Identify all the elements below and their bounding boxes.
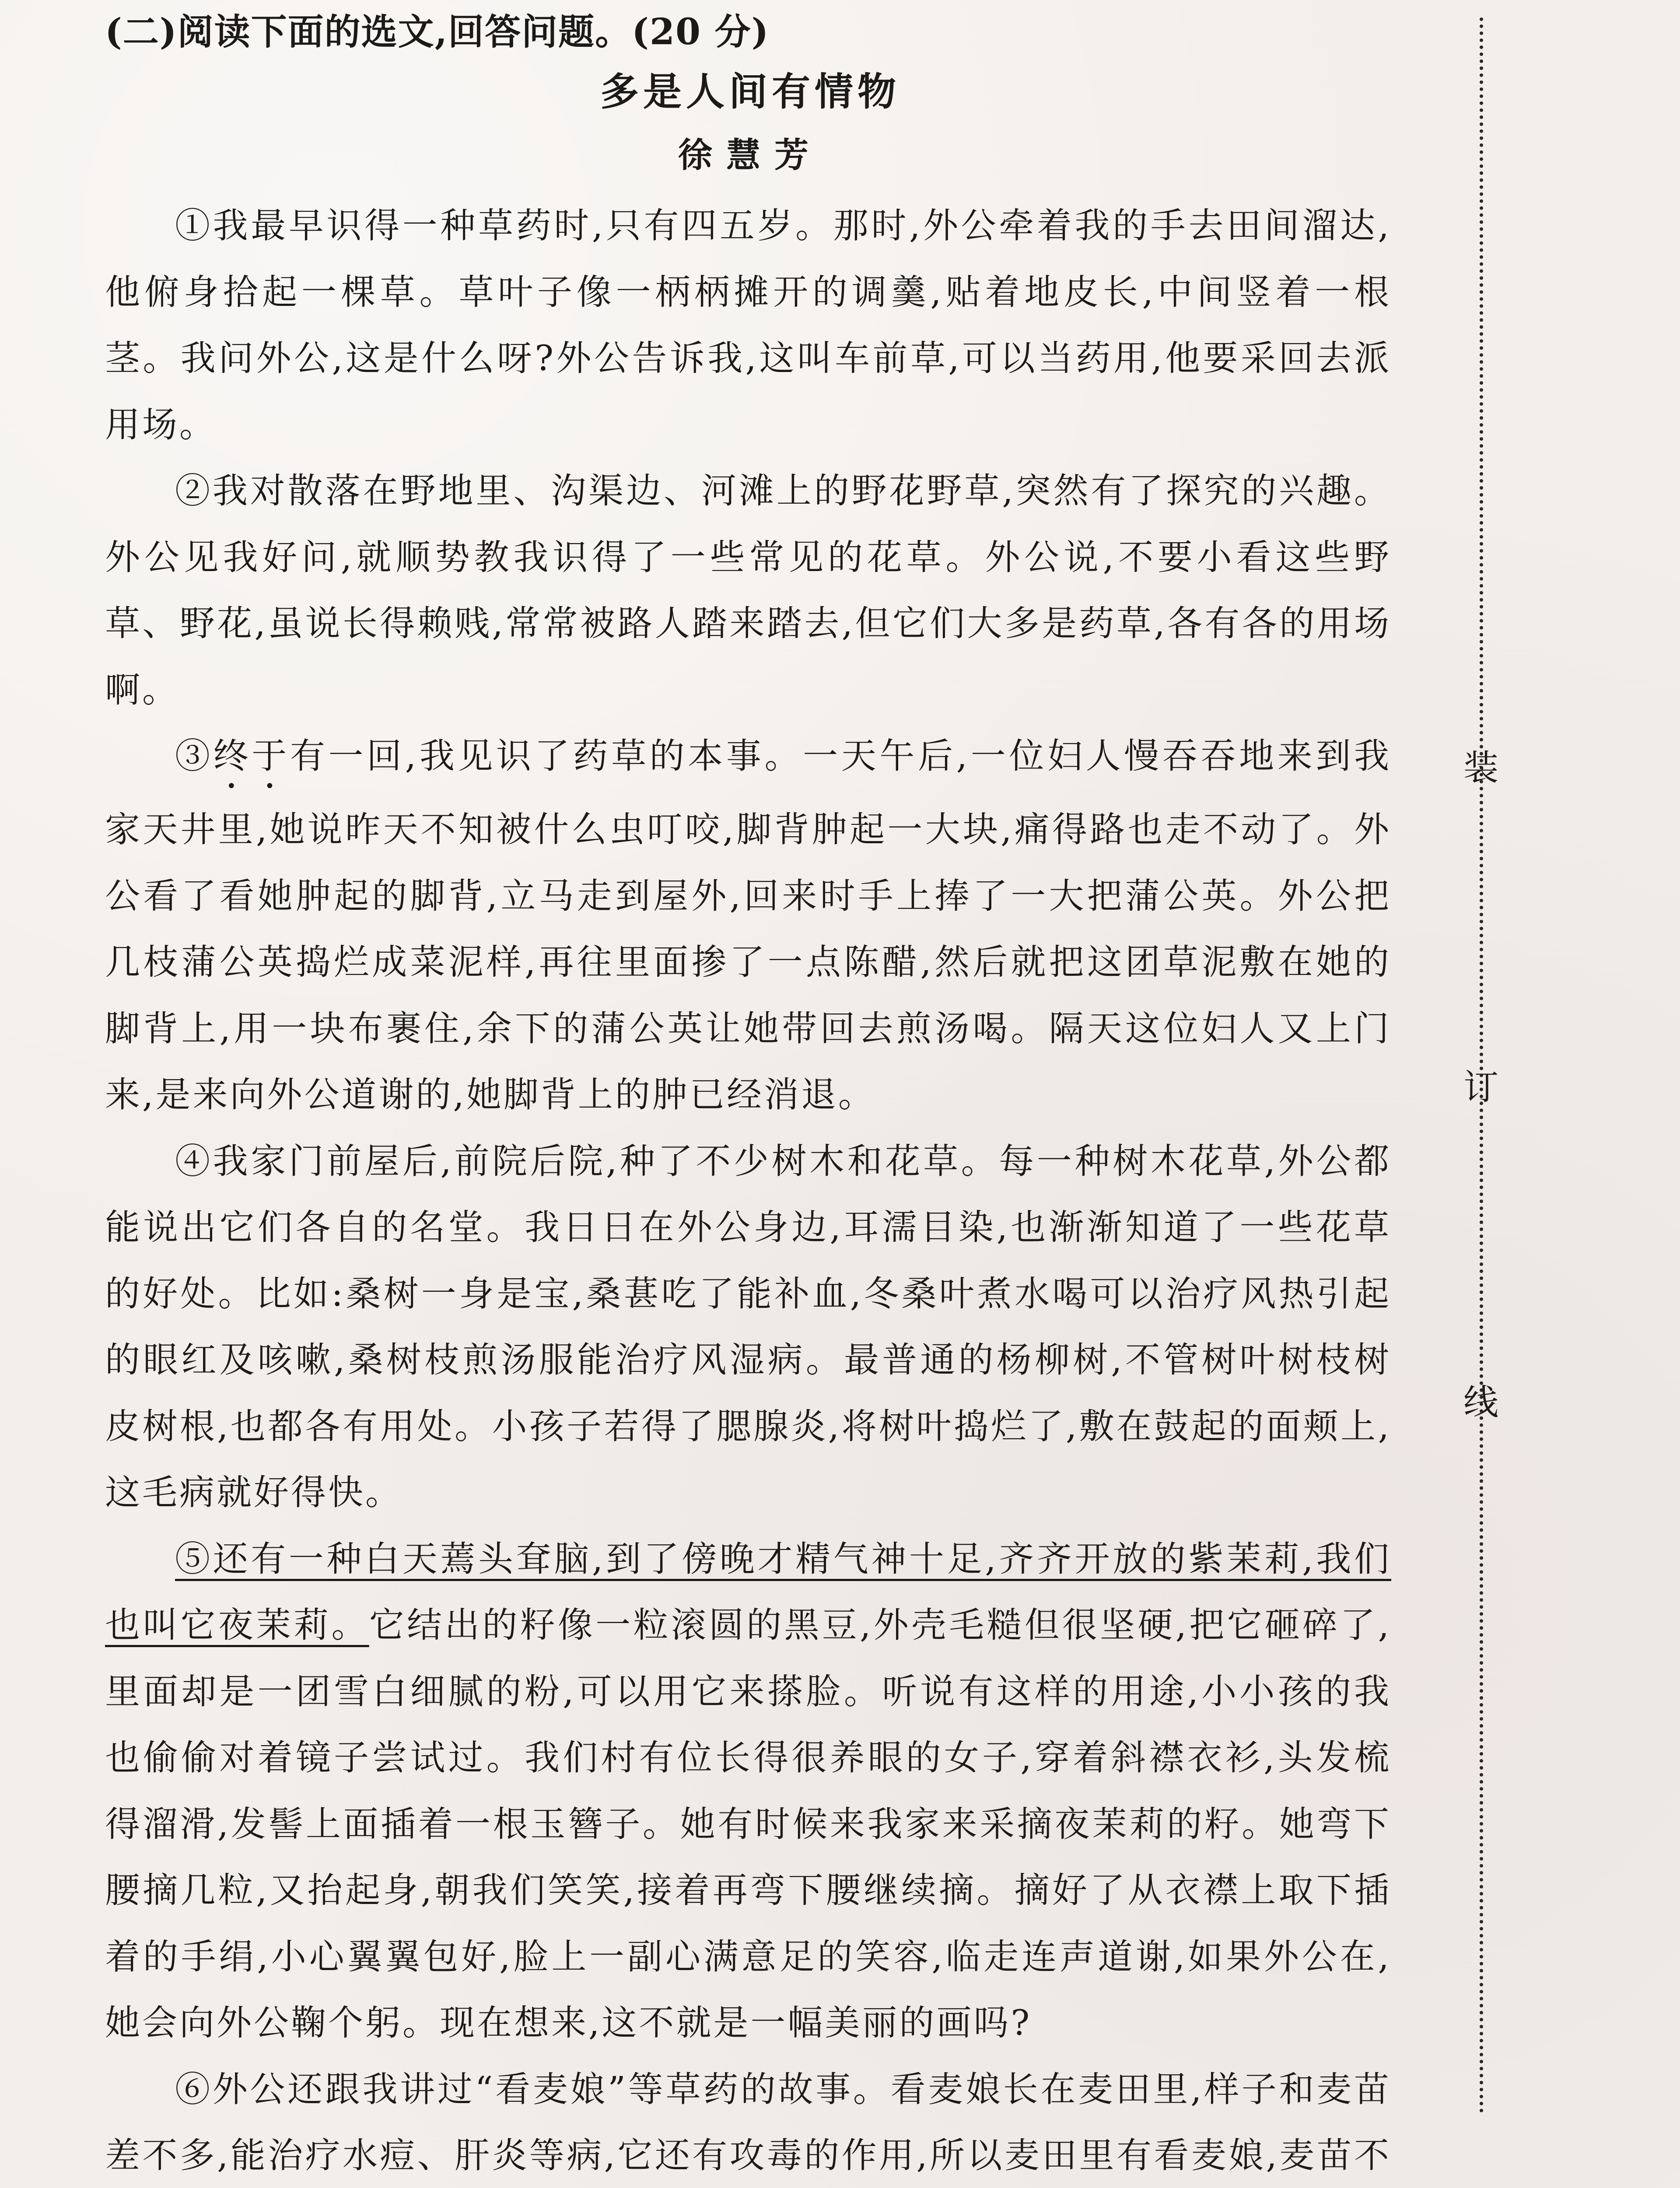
paragraph-4: ④我家门前屋后,前院后院,种了不少树木和花草。每一种树木花草,外公都能说出它们各自的名堂。我日日在外公身边,耳濡目染,也渐渐知道了一些花草的好处。比如:桑树一身是宝,桑葚吃了能补血,冬桑叶煮水喝可以治疗风热引起的眼红及咳嗽,桑树枝煎汤服能治疗风湿病。最普通的杨柳树,不管树叶树枝树皮树根,也都各有用处。小孩子若得了腮腺炎,将树叶捣烂了,敷在鼓起的面颊上,这毛病就好得快。 [105,1140,1391,1513]
paragraph-6: ⑥外公还跟我讲过“看麦娘”等草药的故事。看麦娘长在麦田里,样子和麦苗差不多,能治疗水痘、肝炎等病,它还有攻毒的作用,所以麦田里有看麦娘,麦苗不 [105,2069,1391,2176]
article-body [105,193,1391,2188]
underlined-sentence: ⑤还有一种白天蔫头耷脑,到了傍晚才精气神十足,齐齐开放的紫茉莉,我们也叫它夜茉莉。 [105,1538,1391,1645]
paragraph-1: ①我最早识得一种草药时,只有四五岁。那时,外公牵着我的手去田间溜达,他俯身拾起一棵草。草叶子像一柄柄摊开的调羹,贴着地皮长,中间竖着一根茎。我问外公,这是什么呀?外公告诉我,这叫车前草,可以当药用,他要采回去派用场。 [105,205,1391,445]
paragraph-3-number: ③ [175,736,214,776]
binding-char-zhuang: 装 [1463,747,1498,788]
paragraph-5-text: 它结出的籽像一粒滚圆的黑豆,外壳毛糙但很坚硬,把它砸碎了,里面却是一团雪白细腻的粉,可以用它来搽脸。听说有这样的用途,小小孩的我也偷偷对着镜子尝试过。我们村有位长得很养眼的女子,穿着斜襟衣衫,头发梳得溜滑,发髻上面插着一根玉簪子。她有时候来我家来采摘夜茉莉的籽。她弯下腰摘几粒,又抬起身,朝我们笑笑,接着再弯下腰继续摘。摘好了从衣襟上取下插着的手绢,小心翼翼包好,脸上一副心满意足的笑容,临走连声道谢,如果外公在,她会向外公鞠个躬。现在想来,这不就是一幅美丽的画吗? [105,1605,1391,2043]
paragraph-5 [105,1526,1391,2056]
article-title: 多是人间有情物 [600,69,900,114]
paragraph-2: ②我对散落在野地里、沟渠边、河滩上的野花野草,突然有了探究的兴趣。外公见我好问,就顺势教我识得了一些常见的花草。外公说,不要小看这些野草、野花,虽说长得赖贱,常常被路人踏来踏去,但它们大多是药草,各有各的用场啊。 [105,470,1391,710]
dotted-word: 终于 [213,736,290,776]
binding-char-ding: 订 [1463,1067,1498,1108]
paragraph-3 [105,723,1391,1128]
paragraph-3-text: 有一回,我见识了药草的本事。一天午后,一位妇人慢吞吞地来到我家天井里,她说昨天不知被什么虫叮咬,脚背肿起一大块,痛得路也走不动了。外公看了看她肿起的脚背,立马走到屋外,回来时手上捧了一大把蒲公英。外公把几枝蒲公英捣烂成菜泥样,再往里面掺了一点陈醋,然后就把这团草泥敷在她的脚背上,用一块布裹住,余下的蒲公英让她带回去煎汤喝。隔天这位妇人又上门来,是来向外公道谢的,她脚背上的肿已经消退。 [105,736,1392,1115]
binding-char-xian: 线 [1463,1382,1498,1423]
article-author: 徐慧芳 [678,135,822,175]
section-header: (二)阅读下面的选文,回答问题。(20 分) [105,11,770,53]
